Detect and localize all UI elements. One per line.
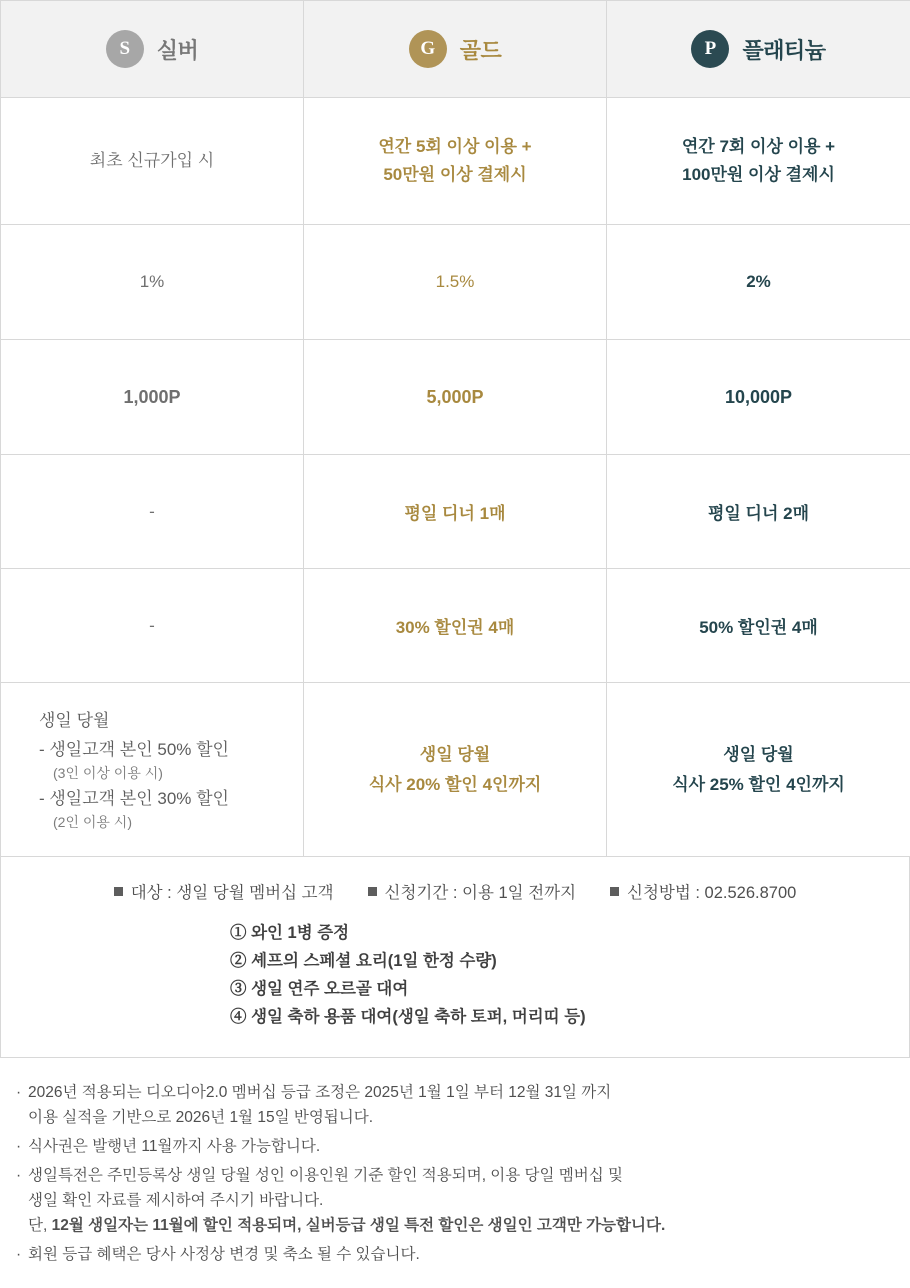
cell-text-line1: 연간 5회 이상 이용 + <box>378 137 532 156</box>
cell-points-platinum: 10,000P <box>607 340 910 455</box>
birthday-silver-item2: - 생일고객 본인 30% 할인 <box>39 789 229 808</box>
benefit-list-item: ① 와인 1병 증정 <box>230 924 350 942</box>
table-row-birthday <box>1 683 910 857</box>
cell-points-gold: 5,000P <box>304 340 607 455</box>
note-item <box>14 1134 910 1159</box>
notes-section <box>0 1058 910 1287</box>
square-bullet-icon <box>610 887 619 896</box>
birthday-silver-title: 생일 당월 <box>39 711 110 730</box>
cell-coupon-platinum: 50% 할인권 4매 <box>607 569 910 683</box>
note-line: 이용 실적을 기반으로 2026년 1월 15일 반영됩니다. <box>28 1109 374 1126</box>
cell-text-line1: 생일 당월 <box>723 744 794 764</box>
cell-text-line1: 생일 당월 <box>419 744 491 764</box>
benefit-meta-target <box>114 879 334 903</box>
benefit-meta-period <box>368 879 577 903</box>
gold-badge-icon: G <box>409 30 447 68</box>
note-item <box>14 1242 910 1267</box>
benefit-meta-text: 신청방법 : 02.526.8700 <box>627 884 797 902</box>
cell-text-line2: 식사 25% 할인 4인까지 <box>672 774 845 794</box>
note-item <box>14 1080 910 1130</box>
table-row-qualification <box>1 98 910 225</box>
header-label-gold: 골드 <box>459 37 502 63</box>
note-line-emphasis <box>27 1213 910 1238</box>
table-row-dinner <box>1 455 910 569</box>
benefit-list-item: ④ 생일 축하 용품 대여(생일 축하 토퍼, 머리띠 등) <box>230 1008 586 1026</box>
benefit-meta-text: 대상 : 생일 당월 멤버십 고객 <box>130 884 334 902</box>
table-row-coupon <box>1 569 910 683</box>
cell-qualification-silver: 최초 신규가입 시 <box>1 98 304 225</box>
square-bullet-icon <box>114 887 123 896</box>
cell-dinner-platinum: 평일 디너 2매 <box>607 455 910 569</box>
cell-coupon-silver: - <box>1 569 304 683</box>
cell-birthday-gold <box>304 683 607 857</box>
cell-text-line2: 100만원 이상 결제시 <box>682 165 835 184</box>
note-item <box>14 1163 910 1238</box>
birthday-silver-item2-sub: (2인 이용 시) <box>53 814 132 830</box>
benefit-list-item: ② 셰프의 스페셜 요리(1일 한정 수량) <box>230 952 497 970</box>
benefit-meta-row <box>1 879 909 903</box>
cell-coupon-gold: 30% 할인권 4매 <box>304 569 607 683</box>
note-line: 생일 확인 자료를 제시하여 주시기 바랍니다. <box>28 1192 324 1209</box>
silver-badge-icon: S <box>106 30 144 68</box>
header-label-silver: 실버 <box>156 37 199 63</box>
table-header-row <box>1 1 910 98</box>
cell-text-line1: 연간 7회 이상 이용 + <box>681 137 836 156</box>
square-bullet-icon <box>368 887 377 896</box>
cell-points-silver: 1,000P <box>1 340 304 455</box>
cell-rate-gold: 1.5% <box>304 225 607 340</box>
platinum-badge-icon: P <box>691 30 729 68</box>
header-label-platinum: 플래티늄 <box>742 37 826 63</box>
table-row-rate <box>1 225 910 340</box>
note-line: · 회원 등급 혜택은 당사 사정상 변경 및 축소 될 수 있습니다. <box>28 1246 420 1263</box>
header-cell-silver <box>1 1 304 98</box>
table-row-points <box>1 340 910 455</box>
benefit-meta-text: 신청기간 : 이용 1일 전까지 <box>384 884 577 902</box>
cell-text-line2: 50만원 이상 결제시 <box>383 165 527 184</box>
cell-birthday-silver <box>1 683 304 857</box>
note-prefix: 단, <box>28 1217 52 1234</box>
benefit-meta-apply <box>610 879 796 903</box>
cell-rate-silver: 1% <box>1 225 304 340</box>
benefit-item-list <box>220 919 690 1031</box>
header-cell-gold <box>304 1 607 98</box>
note-line: · 식사권은 발행년 11월까지 사용 가능합니다. <box>28 1138 321 1155</box>
cell-text-line2: 식사 20% 할인 4인까지 <box>368 774 542 794</box>
birthday-silver-item1-sub: (3인 이상 이용 시) <box>53 765 163 781</box>
birthday-silver-item1: - 생일고객 본인 50% 할인 <box>39 740 229 759</box>
cell-qualification-platinum <box>607 98 910 225</box>
note-line: · 2026년 적용되는 디오디아2.0 멤버십 등급 조정은 2025년 1월 1일 부터 12월 31일 까지 <box>28 1084 612 1101</box>
cell-rate-platinum: 2% <box>607 225 910 340</box>
benefit-list-item: ③ 생일 연주 오르골 대여 <box>230 980 409 998</box>
note-bold-text: 12월 생일자는 11월에 할인 적용되며, 실버등급 생일 특전 할인은 생일인 고객만 가능합니다. <box>51 1217 666 1234</box>
header-cell-platinum <box>607 1 910 98</box>
birthday-benefit-block <box>0 857 910 1058</box>
note-line: · 생일특전은 주민등록상 생일 당월 성인 이용인원 기준 할인 적용되며, 이용 당일 멤버십 및 <box>28 1167 624 1184</box>
cell-dinner-silver: - <box>1 455 304 569</box>
cell-qualification-gold <box>304 98 607 225</box>
cell-birthday-platinum <box>607 683 910 857</box>
cell-dinner-gold: 평일 디너 1매 <box>304 455 607 569</box>
